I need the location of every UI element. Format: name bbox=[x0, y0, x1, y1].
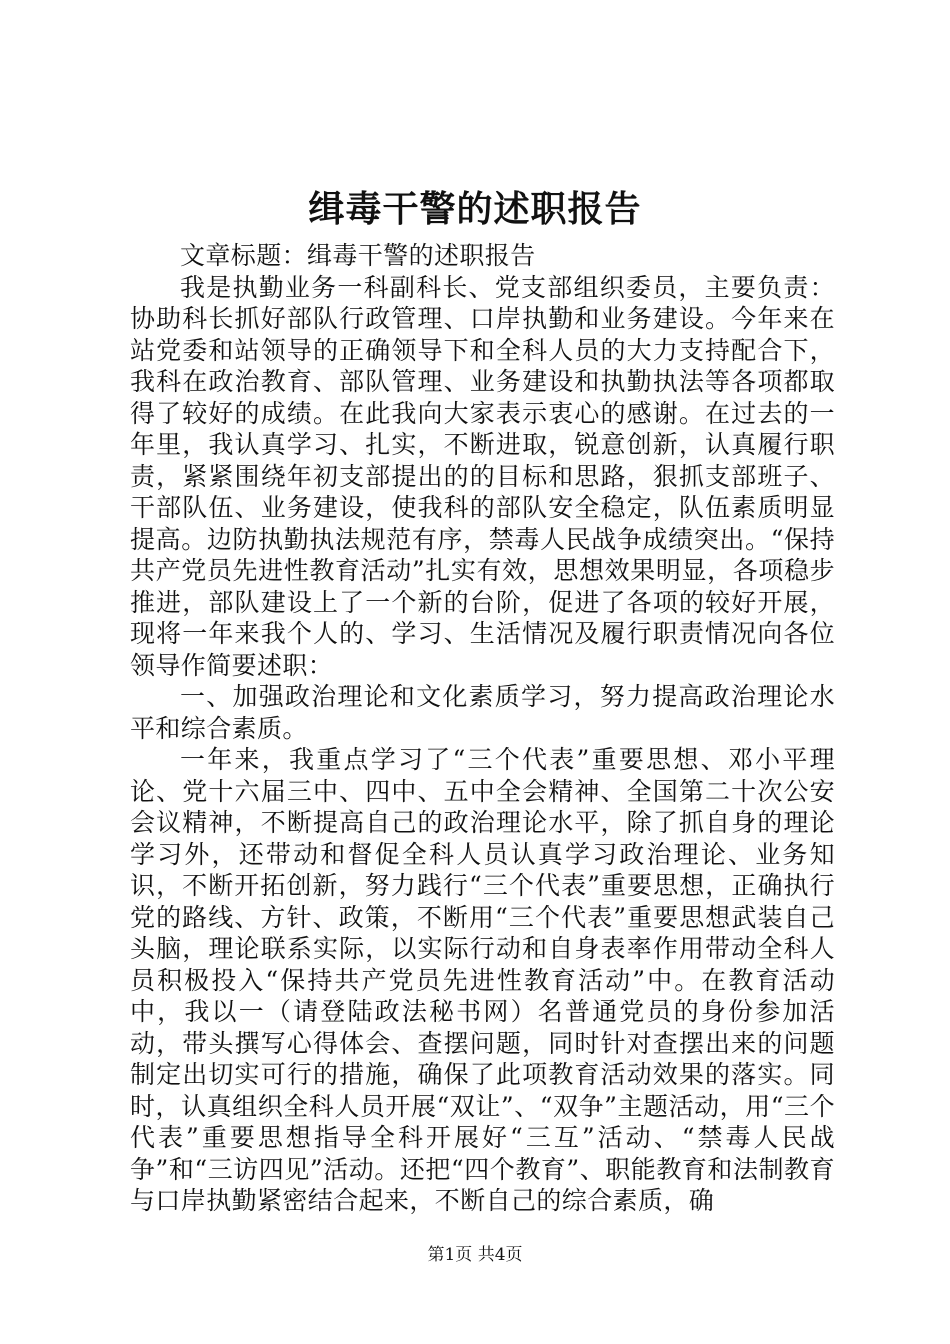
paragraph-intro: 我是执勤业务一科副科长、党支部组织委员，主要负责：协助科长抓好部队行政管理、口岸执勤和业务建设。今年来在站党委和站领导的正确领导下和全科人员的大力支持配合下，我科在政治教育、部队管理、业务建设和执勤执法等各项都取得了较好的成绩。在此我向大家表示衷心的感谢。在过去的一年里，我认真学习、扎实，不断进取，锐意创新，认真履行职责，紧紧围绕年初支部提出的的目标和思路，狠抓支部班子、干部队伍、业务建设，使我科的部队安全稳定，队伍素质明显提高。边防执勤执法规范有序，禁毒人民战争成绩突出。“保持共产党员先进性教育活动”扎实有效，思想效果明显，各项稳步推进，部队建设上了一个新的台阶，促进了各项的较好开展，现将一年来我个人的、学习、生活情况及履行职责情况向各位领导作简要述职： bbox=[130, 272, 835, 680]
article-title-line: 文章标题：缉毒干警的述职报告 bbox=[180, 241, 536, 270]
document-body bbox=[130, 240, 835, 1217]
document-title: 缉毒干警的述职报告 bbox=[308, 188, 642, 230]
paragraph-section-1: 一年来，我重点学习了“三个代表”重要思想、邓小平理论、党十六届三中、四中、五中全会精神、全国第二十次公安会议精神，不断提高自己的政治理论水平，除了抓自身的理论学习外，还带动和督促全科人员认真学习政治理论、业务知识，不断开拓创新，努力践行“三个代表”重要思想，正确执行党的路线、方针、政策，不断用“三个代表”重要思想武装自己头脑，理论联系实际，以实际行动和自身表率作用带动全科人员积极投入“保持共产党员先进性教育活动”中。在教育活动中，我以一（请登陆政法秘书网）名普通党员的身份参加活动，带头撰写心得体会、查摆问题，同时针对查摆出来的问题制定出切实可行的措施，确保了此项教育活动效果的落实。同时，认真组织全科人员开展“双让”、“双争”主题活动，用“三个代表”重要思想指导全科开展好“三互”活动、“禁毒人民战争”和“三访四见”活动。还把“四个教育”、职能教育和法制教育与口岸执勤紧密结合起来，不断自己的综合素质，确 bbox=[130, 745, 835, 1215]
page-number-footer: 第1页 共4页 bbox=[427, 1245, 523, 1265]
section-heading-1: 一、加强政治理论和文化素质学习，努力提高政治理论水平和综合素质。 bbox=[130, 682, 835, 743]
